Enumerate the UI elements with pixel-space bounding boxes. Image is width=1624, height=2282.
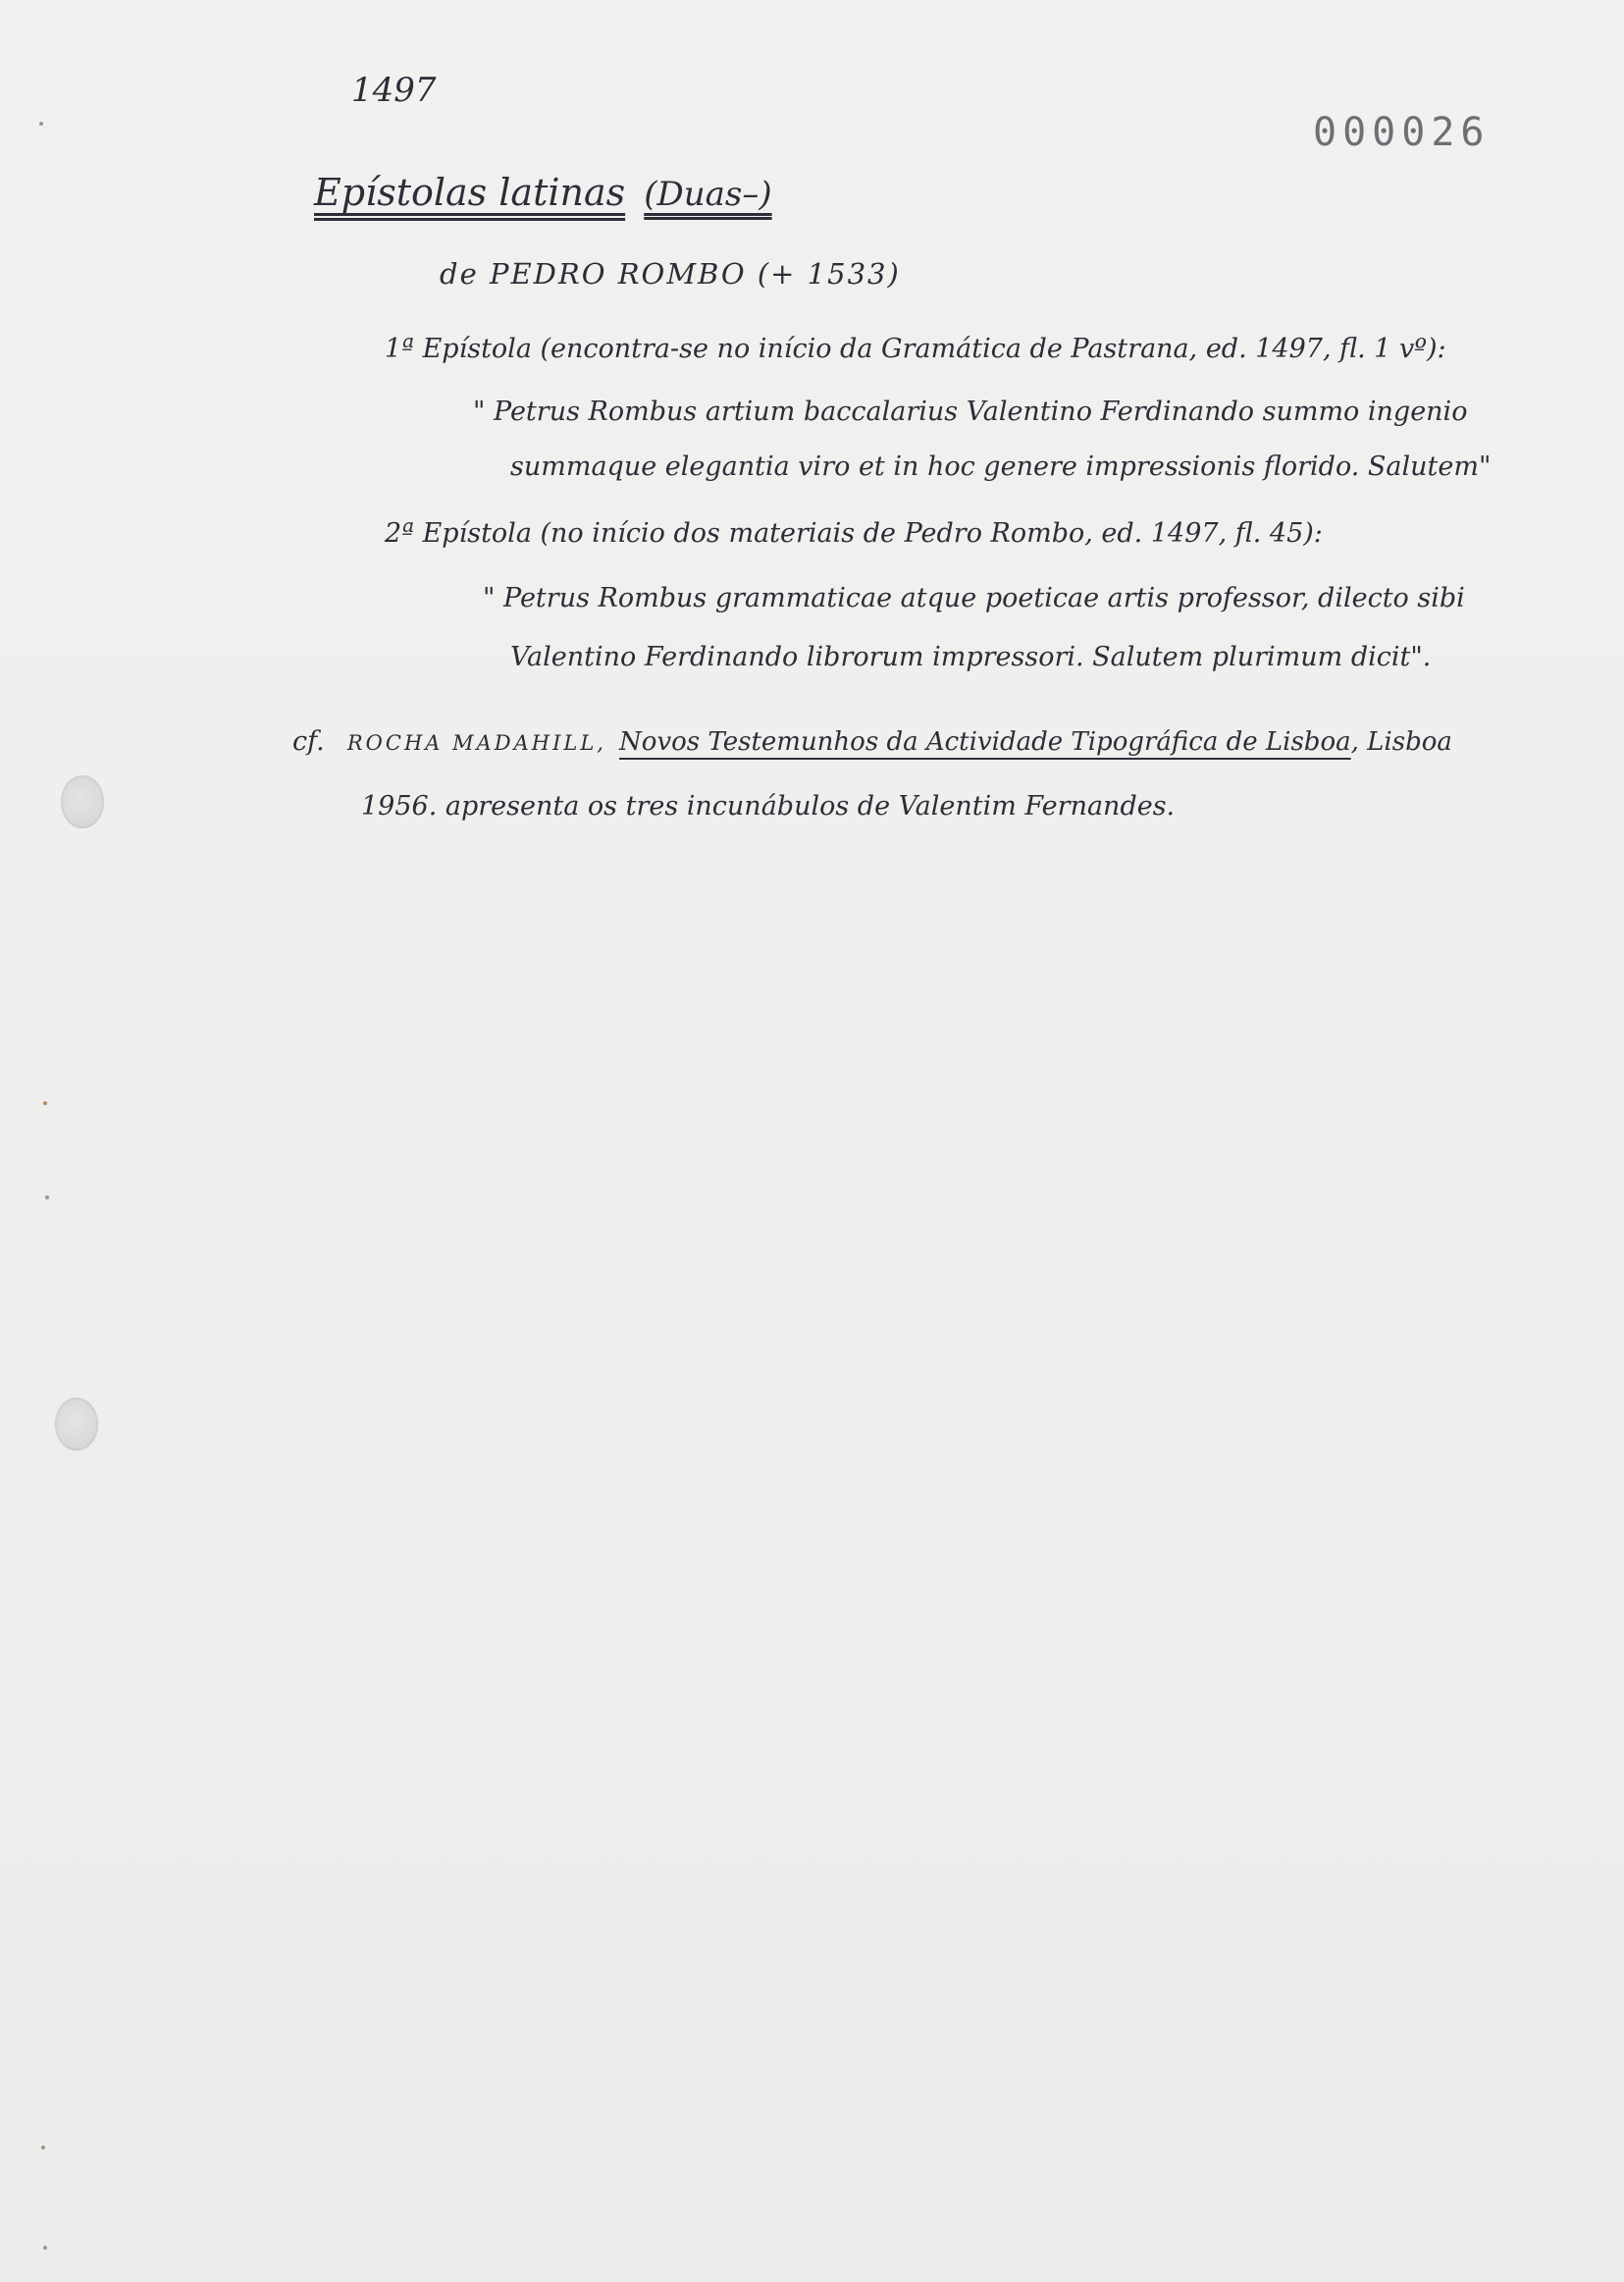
author-line: de PEDRO ROMBO (+ 1533) <box>440 257 901 291</box>
reference-line-2: 1956. apresenta os tres incunábulos de Valentim Fernandes. <box>361 791 1176 822</box>
paper-speck <box>45 1195 49 1199</box>
year-note: 1497 <box>351 71 437 110</box>
epistle-1-quote-line1: " Petrus Rombus artium baccalarius Valentino Ferdinando summo ingenio <box>473 397 1468 427</box>
epistle-2-quote-line1: " Petrus Rombus grammaticae atque poeticae artis professor, dilecto sibi <box>483 583 1465 613</box>
title-parenthetical: (Duas–) <box>644 175 772 214</box>
epistle-1-quote-line2: summaque elegantia viro et in hoc genere impressionis florido. Salutem" <box>510 451 1492 482</box>
title-line <box>314 171 772 214</box>
epistle-1-heading: 1ª Epístola (encontra-se no início da Gramática de Pastrana, ed. 1497, fl. 1 vº): <box>385 334 1446 364</box>
binder-hole-top <box>61 775 104 828</box>
reference-prefix: cf. <box>292 726 325 757</box>
epistle-2-quote-line2: Valentino Ferdinando librorum impressori. Salutem plurimum dicit". <box>510 642 1432 672</box>
reference-work-title: Novos Testemunhos da Actividade Tipográfica de Lisboa <box>619 727 1351 757</box>
paper-speck <box>41 2146 45 2149</box>
epistle-2-heading: 2ª Epístola (no início dos materiais de Pedro Rombo, ed. 1497, fl. 45): <box>385 518 1323 549</box>
title-text: Epístolas latinas <box>314 171 626 214</box>
reference-line-1 <box>292 726 1452 757</box>
paper-speck <box>43 2246 47 2250</box>
paper-speck <box>43 1101 47 1105</box>
paper-speck <box>39 122 43 126</box>
binder-hole-bottom <box>55 1398 98 1451</box>
reference-place: , Lisboa <box>1350 727 1452 757</box>
reference-author: ROCHA MADAHILL, <box>346 731 606 755</box>
record-number-stamp: 000026 <box>1313 110 1491 155</box>
